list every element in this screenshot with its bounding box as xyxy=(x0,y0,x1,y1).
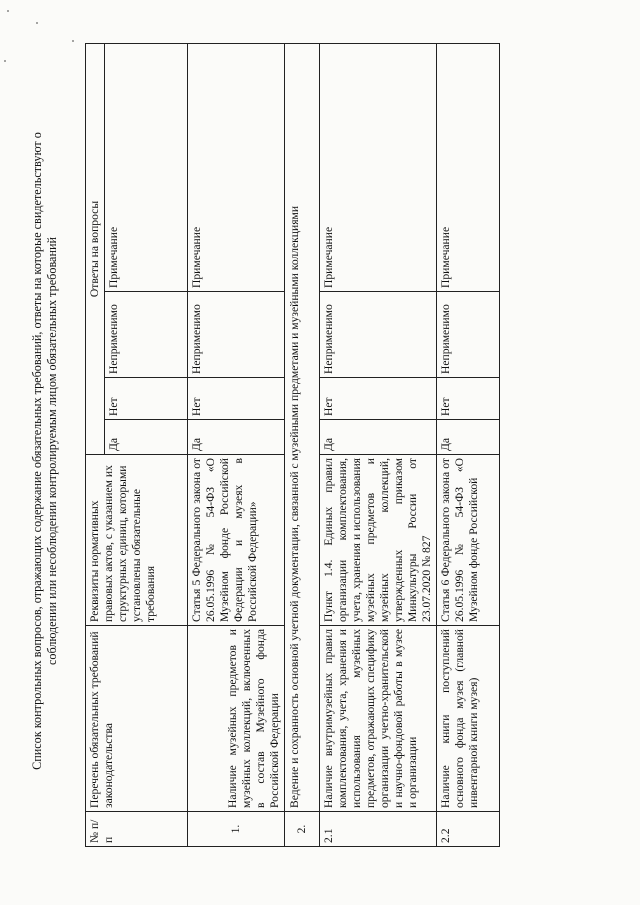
section-row xyxy=(285,43,320,846)
caption-line-1: Список контрольных вопросов, отражающих содержание обязательных требований, ответы на которые свидетельствуют о xyxy=(30,132,44,770)
header-na: Неприменимо xyxy=(105,292,188,378)
row-na: Неприменимо xyxy=(320,292,437,378)
table-row xyxy=(320,43,437,846)
row-requirement: Наличие музейных предметов и музейных коллекций, включенных в состав Музейного фонда Российской Федерации xyxy=(188,626,285,812)
table-row xyxy=(437,43,500,846)
header-answers: Ответы на вопросы xyxy=(86,43,105,454)
row-details: Пункт 1.4. Единых правил организации комплектования, учета, хранения и использования музейных предметов и музейных коллекций, утвержденных приказом Минкультуры России от 23.07.2020 № 827 xyxy=(320,455,437,626)
row-details: Статья 6 Федерального закона от 26.05.1996 № 54-ФЗ «О Музейном фонде Российской xyxy=(437,455,500,626)
row-note: Примечание xyxy=(437,43,500,291)
row-num: 2.1 xyxy=(320,812,437,847)
checklist-table xyxy=(85,43,500,847)
section-num: 2. xyxy=(285,812,320,847)
row-na: Неприменимо xyxy=(188,292,285,378)
header-note: Примечание xyxy=(105,43,188,291)
header-details: Реквизиты нормативных правовых актов, с указанием их структурных единиц, которыми установлены обязательные требования xyxy=(86,455,188,626)
row-requirement: Наличие книги поступлений основного фонда музея (главной инвентарной книги музея) xyxy=(437,626,500,812)
caption-line-2: соблюдении или несоблюдении контролируемым лицом обязательных требований xyxy=(45,236,59,666)
row-yes: Да xyxy=(437,420,500,455)
header-no: Нет xyxy=(105,378,188,420)
row-details: Статья 5 Федерального закона от 26.05.1996 № 54-ФЗ «О Музейном фонде Российской Федерации и музеях в Российской Федерации» xyxy=(188,455,285,626)
row-note: Примечание xyxy=(188,43,285,291)
row-num: 1. xyxy=(188,812,285,847)
row-no: Нет xyxy=(437,378,500,420)
row-num: 2.2 xyxy=(437,812,500,847)
row-na: Неприменимо xyxy=(437,292,500,378)
row-yes: Да xyxy=(320,420,437,455)
row-note: Примечание xyxy=(320,43,437,291)
row-requirement: Наличие внутримузейных правил комплектования, учета, хранения и использования музейных предметов, отражающих специфику организации учетно-хранительской и научно-фондовой работы в музее и организации xyxy=(320,626,437,812)
header-row xyxy=(86,43,105,846)
section-title: Ведение и сохранность основной учетной документации, связанной с музейными предметами и музейными коллекциями xyxy=(285,43,320,811)
table-row xyxy=(188,43,285,846)
document-caption xyxy=(30,31,60,871)
row-no: Нет xyxy=(188,378,285,420)
header-yes: Да xyxy=(105,420,188,455)
header-num: № п/п xyxy=(86,812,188,847)
header-requirements: Перечень обязательных требований законодательства xyxy=(86,626,188,812)
row-yes: Да xyxy=(188,420,285,455)
row-no: Нет xyxy=(320,378,437,420)
